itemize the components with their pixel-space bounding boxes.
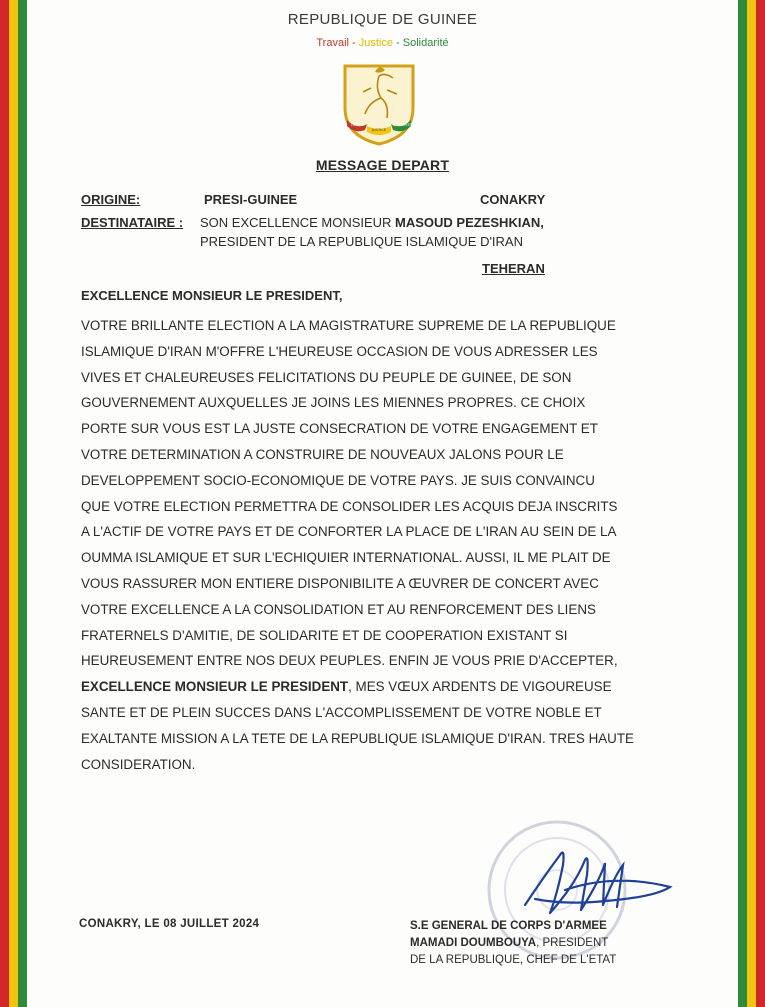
body-line: CONSIDERATION.	[81, 756, 196, 772]
flag-band-right	[738, 0, 765, 1007]
message-body	[81, 313, 709, 777]
body-line: VOTRE DETERMINATION A CONSTRUIRE DE NOUVEAUX JALONS POUR LE	[81, 446, 564, 462]
body-line: ISLAMIQUE D'IRAN M'OFFRE L'HEUREUSE OCCASION DE VOUS ADRESSER LES	[81, 343, 598, 359]
salutation: EXCELLENCE MONSIEUR LE PRESIDENT,	[81, 288, 343, 303]
body-line: VOUS RASSURER MON ENTIERE DISPONIBILITE A ŒUVRER DE CONCERT AVEC	[81, 575, 599, 591]
body-line: GOUVERNEMENT AUXQUELLES JE JOINS LES MIENNES PROPRES. CE CHOIX	[81, 395, 586, 411]
national-motto: Travail - Justice - Solidarité	[316, 37, 449, 49]
origin-label: ORIGINE:	[81, 192, 141, 207]
republic-header: REPUBLIQUE DE GUINEE	[287, 11, 478, 28]
message-title: MESSAGE DEPART	[315, 157, 450, 173]
flag-band-left	[0, 0, 27, 1007]
body-line: EXCELLENCE MONSIEUR LE PRESIDENT , MES VŒUX ARDENTS DE VIGOUREUSE	[81, 679, 612, 695]
coat-banner-left: TRAVAIL	[350, 123, 364, 127]
signature-icon	[505, 835, 685, 925]
coat-banner-right: SOLIDARITE	[392, 123, 412, 127]
recipient-name: MASOUD PEZESHKIAN,	[395, 215, 544, 230]
signatory-rank: S.E GENERAL DE CORPS D'ARMEE	[410, 920, 607, 932]
recipient-line: SON EXCELLENCE MONSIEUR MASOUD PEZESHKIAN,	[200, 215, 544, 230]
origin-value: PRESI-GUINEE	[204, 192, 298, 207]
body-line: HEUREUSEMENT ENTRE NOS DEUX PEUPLES. ENFIN JE VOUS PRIE D'ACCEPTER,	[81, 653, 618, 669]
body-line: OUMMA ISLAMIQUE ET SUR L'ECHIQUIER INTERNATIONAL. AUSSI, IL ME PLAIT DE	[81, 550, 611, 566]
recipient-city: TEHERAN	[482, 261, 545, 276]
coat-banner-mid: JUSTICE	[371, 128, 387, 132]
date-place: CONAKRY, LE 08 JUILLET 2024	[79, 918, 260, 930]
recipient-label: DESTINATAIRE :	[81, 215, 184, 230]
body-line: VIVES ET CHALEUREUSES FELICITATIONS DU PEUPLE DE GUINEE, DE SON	[81, 369, 572, 385]
coat-of-arms-icon	[335, 58, 423, 148]
body-line: QUE VOTRE ELECTION PERMETTRA DE CONSOLIDER LES ACQUIS DEJA INSCRITS	[81, 498, 618, 514]
body-line: A L'ACTIF DE VOTRE PAYS ET DE CONFORTER LA PLACE DE L'IRAN AU SEIN DE LA	[81, 524, 617, 540]
recipient-title: PRESIDENT DE LA REPUBLIQUE ISLAMIQUE D'IRAN	[200, 234, 523, 249]
body-line: VOTRE EXCELLENCE A LA CONSOLIDATION ET AU RENFORCEMENT DES LIENS	[81, 601, 596, 617]
body-line: PORTE SUR VOUS EST LA JUSTE CONSECRATION DE VOTRE ENGAGEMENT ET	[81, 421, 598, 437]
body-line: DEVELOPPEMENT SOCIO-ECONOMIQUE DE VOTRE PAYS. JE SUIS CONVAINCU	[81, 472, 595, 488]
body-line: VOTRE BRILLANTE ELECTION A LA MAGISTRATURE SUPREME DE LA REPUBLIQUE	[81, 318, 616, 333]
body-line: EXALTANTE MISSION A LA TETE DE LA REPUBLIQUE ISLAMIQUE D'IRAN. TRES HAUTE	[81, 730, 634, 746]
origin-city: CONAKRY	[480, 192, 546, 207]
body-line: FRATERNELS D'AMITIE, DE SOLIDARITE ET DE COOPERATION EXISTANT SI	[81, 627, 568, 643]
signatory-name: MAMADI DOUMBOUYA	[410, 937, 537, 949]
signatory-title: DE LA REPUBLIQUE, CHEF DE L'ETAT	[410, 954, 617, 966]
signatory-block	[410, 918, 616, 969]
body-line: SANTE ET DE PLEIN SUCCES DANS L'ACCOMPLISSEMENT DE VOTRE NOBLE ET	[81, 704, 602, 720]
letter-page	[27, 0, 738, 1007]
signatory-name-line: MAMADI DOUMBOUYA, PRESIDENT	[410, 937, 609, 949]
